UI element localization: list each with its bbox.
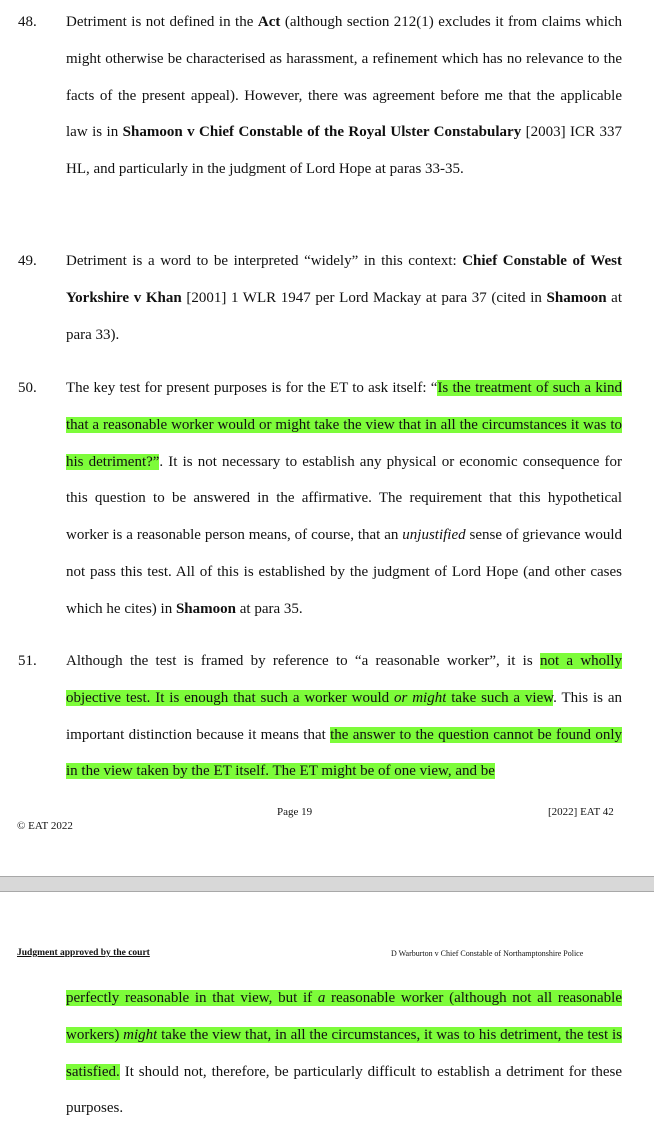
highlighted-text: a — [317, 990, 326, 1006]
page-number: Page 19 — [277, 806, 313, 818]
running-header-left: Judgment approved by the court — [17, 948, 150, 958]
highlighted-text: might — [123, 1026, 158, 1043]
case-name: Act — [257, 14, 281, 30]
paragraph-number: 50. — [18, 380, 37, 396]
highlighted-text: not a wholly objective test. It is enough that such a worker would — [66, 653, 622, 706]
paragraph-51-continued — [66, 980, 622, 1127]
paragraph-number: 48. — [18, 14, 37, 30]
case-name: Shamoon — [175, 600, 236, 617]
text-run: . This is an important distinction because it means that — [66, 689, 622, 743]
case-name: Chief Constable of West Yorkshire v Khan — [66, 253, 622, 306]
running-header-case-name: D Warburton v Chief Constable of Northamptonshire Police — [391, 949, 584, 958]
text-run: (although section 212(1) excludes it from claims which might otherwise be characterised as harassment, a refinement which has no relevance to the facts of the present appeal). However, there was agreement before me that the applicable law is in — [66, 14, 622, 141]
text-run: It should not, therefore, be particularly difficult to establish a detriment for these purposes. — [66, 1063, 622, 1117]
case-name: Shamoon — [546, 289, 607, 306]
paragraph-number: 49. — [18, 253, 37, 269]
text-run: sense of grievance would not pass this test. All of this is established by the judgment of Lord Hope (and other cases which he cites) in — [66, 527, 622, 617]
text-run: Although the test is framed by reference to “a reasonable worker”, it is — [66, 653, 540, 669]
highlighted-text: Is the treatment of such a kind that a reasonable worker would or might take the view that in all the circumstances it was to his detriment?” — [66, 380, 622, 470]
text-run: unjustified — [402, 527, 466, 544]
text-run: The key test for present purposes is for the ET to ask itself: “ — [66, 380, 438, 396]
text-run: . It is not necessary to establish any physical or economic consequence for this question to be answered in the affirmative. The requirement that this hypothetical worker is a reasonable person means, of course, that an — [66, 453, 622, 544]
text-run: Detriment is a word to be interpreted “widely” in this context: — [66, 253, 463, 269]
paragraph-text — [66, 243, 622, 353]
highlighted-text: take such a view — [446, 689, 554, 706]
paragraph-text — [66, 643, 622, 790]
highlighted-text: take the view that, in all the circumstances, it was to his detriment, the test is satisfied. — [66, 1026, 622, 1080]
document-page-20 — [0, 892, 654, 1140]
text-run: Detriment is not defined in the — [66, 14, 258, 30]
highlighted-text: the answer to the question cannot be found only in the view taken by the ET itself. The ET might be of one view, and be — [66, 726, 622, 780]
text-run: [2001] 1 WLR 1947 per Lord Mackay at para 37 (cited in — [181, 289, 547, 306]
neutral-citation: [2022] EAT 42 — [548, 806, 614, 818]
case-name: Shamoon v Chief Constable of the Royal Ulster Constabulary — [122, 124, 522, 141]
highlighted-text: or might — [394, 689, 447, 706]
text-run: [2003] ICR 337 HL, and particularly in the judgment of Lord Hope at paras 33-35. — [66, 124, 623, 178]
copyright-notice: © EAT 2022 — [17, 820, 73, 832]
text-run: at para 33). — [66, 289, 623, 343]
paragraph-text — [66, 370, 622, 628]
highlighted-text: reasonable worker (although not all reasonable workers) — [66, 990, 623, 1043]
highlighted-text: perfectly reasonable in that view, but if — [66, 990, 318, 1006]
paragraph-number: 51. — [18, 653, 37, 669]
page-separator — [0, 876, 654, 892]
paragraph-text — [66, 4, 622, 188]
text-run: at para 35. — [236, 600, 303, 617]
